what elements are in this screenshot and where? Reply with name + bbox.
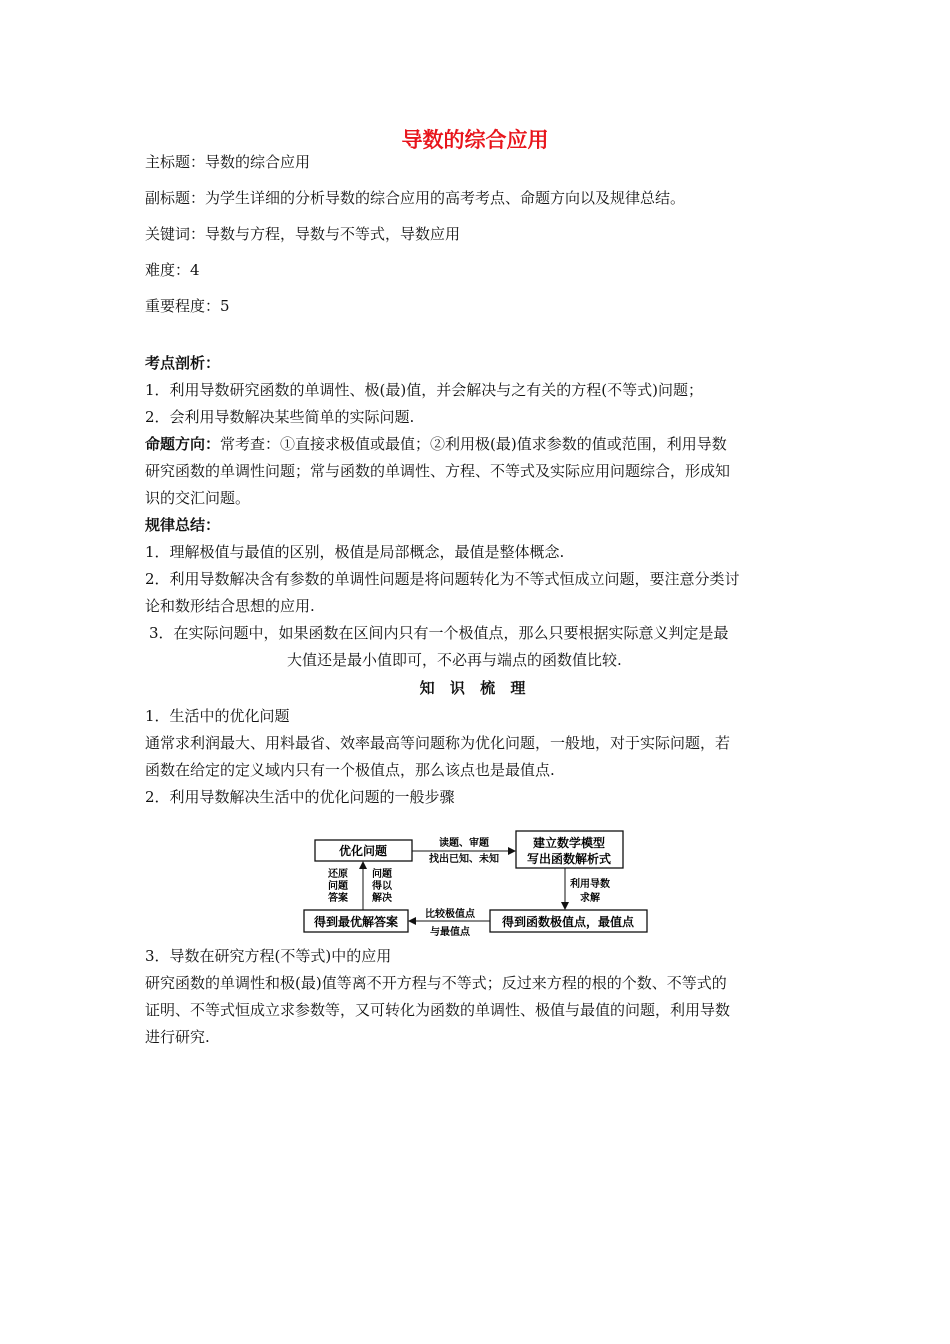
knowledge-line: 通常求利润最大、用料最省、效率最高等问题称为优化问题，一般地，对于实际问题，若 — [145, 734, 731, 752]
flow-box-answer-label: 得到最优解答案 — [313, 915, 399, 929]
knowledge-line: 研究函数的单调性和极(最)值等离不开方程与不等式；反过来方程的根的个数、不等式的 — [145, 974, 727, 992]
direction-line: 命题方向：常考查：①直接求极值或最值；②利用极(最)值求参数的值或范围，利用导数 — [145, 435, 727, 453]
knowledge-section-title: 3．导数在研究方程(不等式)中的应用 — [145, 947, 392, 965]
analysis-heading: 考点剖析： — [145, 354, 221, 372]
flow-arrow-label: 找出已知、未知 — [429, 854, 499, 865]
flow-arrow-label: 求解 — [580, 893, 600, 904]
flow-side-label: 得以 — [372, 881, 392, 892]
flow-side-label: 答案 — [328, 893, 348, 904]
flow-arrow-label: 与最值点 — [430, 927, 470, 938]
flow-box-model-label: 写出函数解析式 — [526, 852, 612, 866]
knowledge-section-title: 2．利用导数解决生活中的优化问题的一般步骤 — [145, 788, 455, 806]
flow-arrow-label: 比较极值点 — [425, 909, 475, 920]
keywords-line: 关键词：导数与方程，导数与不等式，导数应用 — [145, 225, 461, 243]
direction-line: 识的交汇问题。 — [145, 489, 251, 507]
flow-side-label: 还原 — [328, 869, 348, 880]
main-title-line: 主标题：导数的综合应用 — [145, 153, 311, 171]
subtitle-line: 副标题：为学生详细的分析导数的综合应用的高考考点、命题方向以及规律总结。 — [145, 189, 686, 207]
summary-line: 2．利用导数解决含有参数的单调性问题是将问题转化为不等式恒成立问题，要注意分类讨 — [145, 570, 740, 588]
summary-line: 3．在实际问题中，如果函数在区间内只有一个极值点，那么只要根据实际意义判定是最 — [149, 624, 729, 642]
summary-heading: 规律总结： — [145, 516, 221, 534]
summary-line: 1．理解极值与最值的区别，极值是局部概念，最值是整体概念. — [145, 543, 565, 561]
summary-line: 论和数形结合思想的应用. — [145, 597, 315, 615]
flow-side-label: 问题 — [328, 881, 348, 892]
document-title: 导数的综合应用 — [401, 128, 549, 152]
flow-box-extreme-label: 得到函数极值点，最值点 — [501, 915, 635, 929]
optimization-flowchart — [290, 825, 660, 940]
flow-side-label: 解决 — [372, 893, 392, 904]
flow-arrow-label: 利用导数 — [570, 879, 610, 890]
summary-line: 大值还是最小值即可，不必再与端点的函数值比较. — [287, 651, 622, 669]
difficulty-line: 难度：4 — [145, 261, 200, 279]
knowledge-section-title: 1．生活中的优化问题 — [145, 707, 290, 725]
direction-line: 研究函数的单调性问题；常与函数的单调性、方程、不等式及实际应用问题综合，形成知 — [145, 462, 731, 480]
knowledge-line: 进行研究. — [145, 1028, 210, 1046]
direction-heading: 命题方向： — [145, 435, 221, 453]
flow-box-model-label: 建立数学模型 — [532, 836, 606, 850]
knowledge-line: 函数在给定的定义域内只有一个极值点，那么该点也是最值点. — [145, 761, 555, 779]
flow-side-label: 问题 — [372, 869, 392, 880]
knowledge-heading: 知 识 梳 理 — [419, 679, 531, 697]
knowledge-line: 证明、不等式恒成立求参数等，又可转化为函数的单调性、极值与最值的问题，利用导数 — [145, 1001, 731, 1019]
flow-box-problem-label: 优化问题 — [338, 844, 388, 858]
flow-arrow-label: 读题、审题 — [439, 838, 489, 849]
importance-line: 重要程度：5 — [145, 297, 230, 315]
analysis-item: 2．会利用导数解决某些简单的实际问题. — [145, 408, 415, 426]
analysis-item: 1．利用导数研究函数的单调性、极(最)值，并会解决与之有关的方程(不等式)问题； — [145, 381, 703, 399]
